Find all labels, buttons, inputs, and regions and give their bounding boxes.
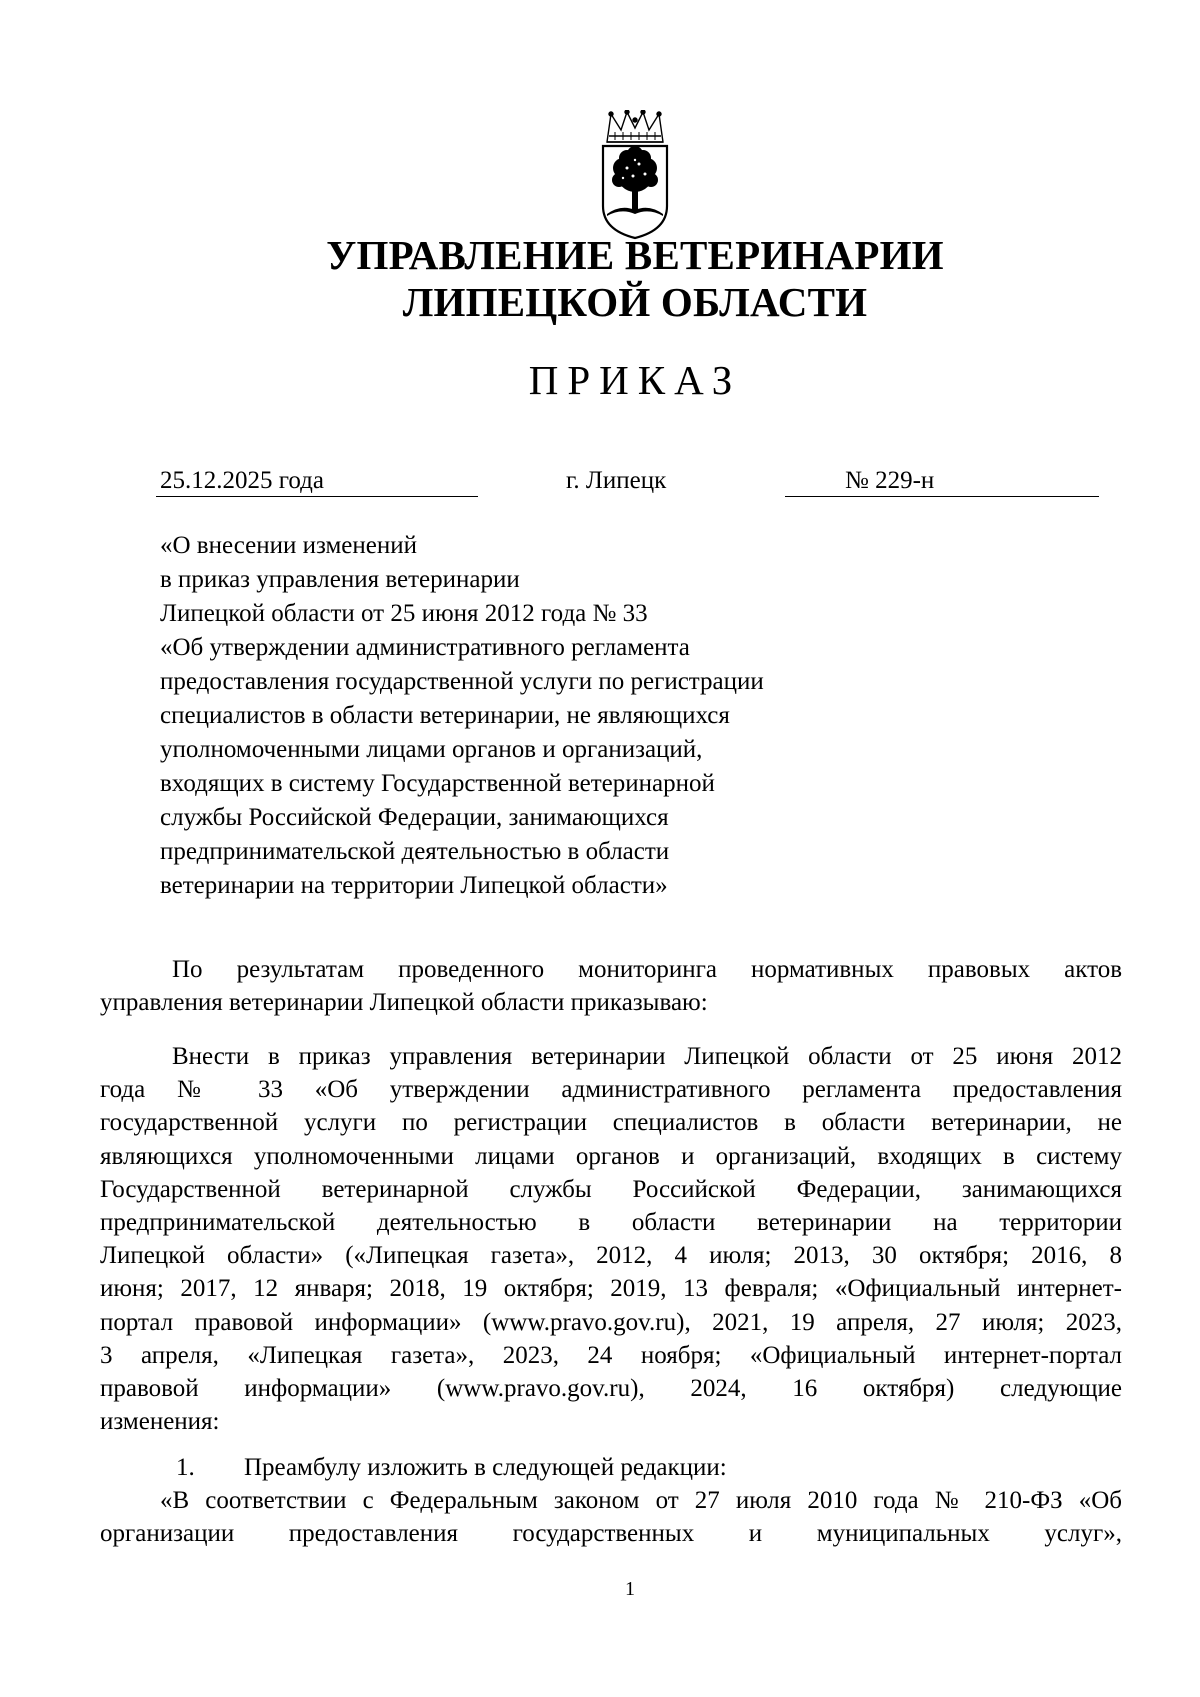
- amendment-paragraph: [100, 1040, 1122, 1438]
- paragraph-line: июня; 2017, 12 января; 2018, 19 октября; 2019, 13 февраля; «Официальный интернет-: [100, 1275, 1122, 1303]
- subject-line: уполномоченными лицами органов и организаций,: [160, 736, 703, 763]
- list-item-text: Преамбулу изложить в следующей редакции:: [244, 1454, 727, 1481]
- subject-line: предпринимательской деятельностью в области: [160, 838, 670, 865]
- subject-line: специалистов в области ветеринарии, не являющихся: [160, 702, 730, 729]
- document-type-title: ПРИКАЗ: [528, 357, 742, 403]
- subject-line: «Об утверждении административного регламента: [160, 634, 690, 661]
- paragraph-line: управления ветеринарии Липецкой области приказываю:: [100, 989, 708, 1017]
- preamble-paragraph: [100, 953, 1122, 1019]
- paragraph-line: Внести в приказ управления ветеринарии Липецкой области от 25 июня 2012: [172, 1043, 1122, 1070]
- paragraph-line: организации предоставления государственных и муниципальных услуг»,: [100, 1520, 1122, 1548]
- lipetsk-coat-of-arms-icon: [597, 110, 673, 240]
- paragraph-line: портал правовой информации» (www.pravo.gov.ru), 2021, 19 апреля, 27 июля; 2023,: [100, 1308, 1122, 1336]
- quoted-preamble-paragraph: [100, 1484, 1122, 1550]
- document-date: 25.12.2025 года: [156, 466, 478, 497]
- list-item: [176, 1451, 727, 1484]
- document-subject: [160, 529, 880, 903]
- subject-line: Липецкой области от 25 июня 2012 года № 33: [160, 600, 648, 627]
- subject-line: предоставления государственной услуги по регистрации: [160, 668, 764, 695]
- paragraph-line: По результатам проведенного мониторинга нормативных правовых актов: [172, 956, 1122, 983]
- organization-name-line2: ЛИПЕЦКОЙ ОБЛАСТИ: [402, 279, 868, 325]
- paragraph-line: Государственной ветеринарной службы Российской Федерации, занимающихся: [100, 1175, 1122, 1203]
- subject-line: «О внесении изменений: [160, 532, 418, 559]
- paragraph-line: «В соответствии с Федеральным законом от 27 июля 2010 года № 210-ФЗ «Об: [160, 1487, 1122, 1514]
- subject-line: входящих в систему Государственной ветеринарной: [160, 770, 715, 797]
- paragraph-line: предпринимательской деятельностью в области ветеринарии на территории: [100, 1209, 1122, 1237]
- paragraph-line: Липецкой области» («Липецкая газета», 2012, 4 июля; 2013, 30 октября; 2016, 8: [100, 1242, 1122, 1270]
- paragraph-line: являющихся уполномоченными лицами органов и организаций, входящих в систему: [100, 1142, 1122, 1170]
- document-city: г. Липецк: [566, 467, 667, 494]
- document-number: № 229-н: [785, 466, 1099, 497]
- paragraph-line: 3 апреля, «Липецкая газета», 2023, 24 ноября; «Официальный интернет-портал: [100, 1341, 1122, 1369]
- paragraph-line: правовой информации» (www.pravo.gov.ru), 2024, 16 октября) следующие: [100, 1375, 1122, 1403]
- subject-line: службы Российской Федерации, занимающихся: [160, 804, 669, 831]
- subject-line: в приказ управления ветеринарии: [160, 566, 520, 593]
- list-item-number: 1.: [176, 1454, 195, 1481]
- paragraph-line: государственной услуги по регистрации специалистов в области ветеринарии, не: [100, 1109, 1122, 1137]
- paragraph-line: года № 33 «Об утверждении административного регламента предоставления: [100, 1076, 1122, 1104]
- subject-line: ветеринарии на территории Липецкой области»: [160, 872, 668, 899]
- organization-name-line1: УПРАВЛЕНИЕ ВЕТЕРИНАРИИ: [326, 232, 944, 278]
- page-number: 1: [625, 1578, 635, 1600]
- paragraph-line: изменения:: [100, 1408, 220, 1436]
